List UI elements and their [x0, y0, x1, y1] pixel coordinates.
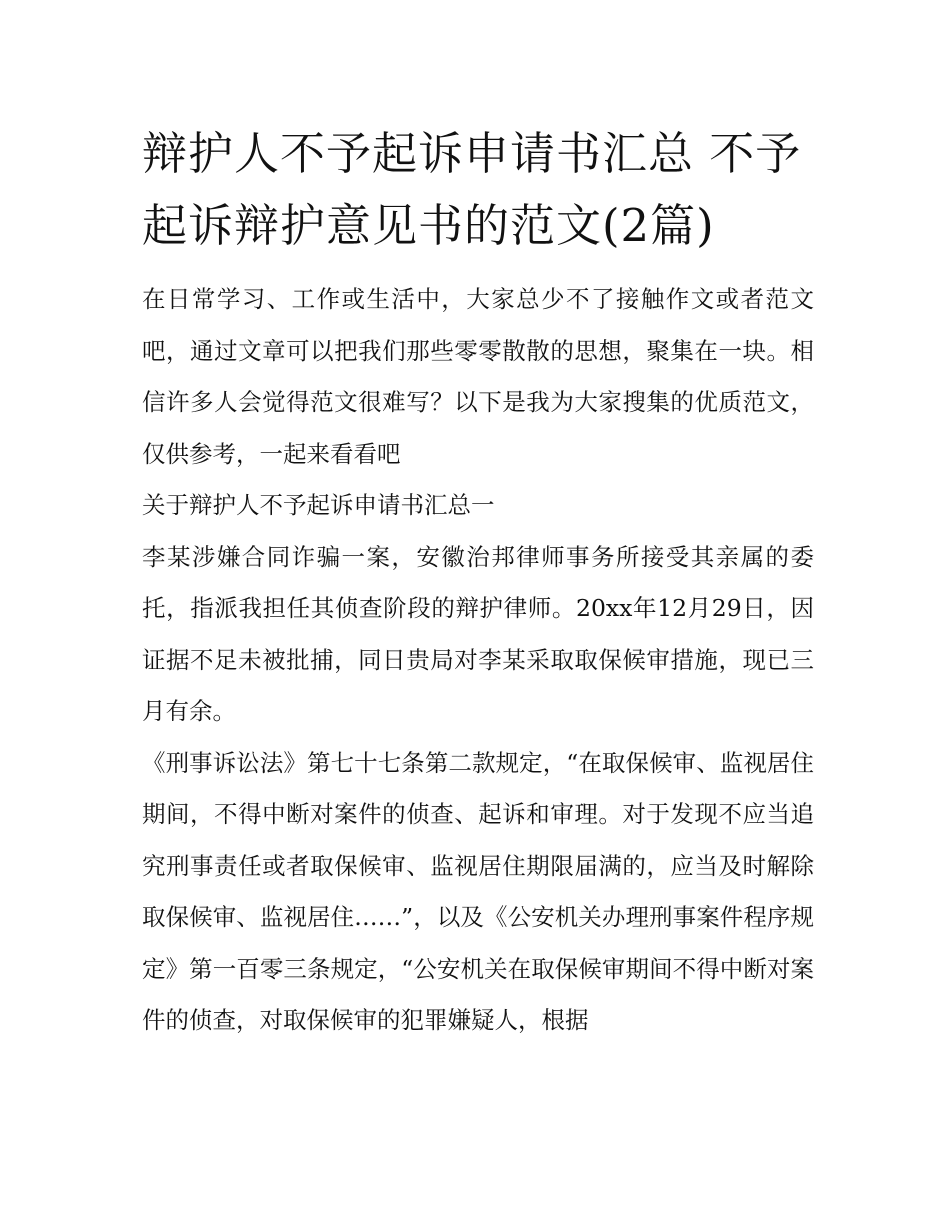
document-body: [142, 118, 814, 1047]
law-paragraph: 《刑事诉讼法》第七十七条第二款规定，“在取保候审、监视居住期间，不得中断对案件的侦查、起诉和审理。对于发现不应当追究刑事责任或者取保候审、监视居住期限届满的，应当及时解除取保候审、监视居住……”，以及《公安机关办理刑事案件程序规定》第一百零三条规定，“公安机关在取保候审期间不得中断对案件的侦查，对取保候审的犯罪嫌疑人，根据: [142, 748, 814, 1034]
case-paragraph: 李某涉嫌合同诈骗一案，安徽治邦律师事务所接受其亲属的委托，指派我担任其侦查阶段的辩护律师。20xx年12月29日，因证据不足未被批捕，同日贵局对李某采取取保候审措施，现已三月有余。: [142, 542, 814, 725]
document-title: 辩护人不予起诉申请书汇总 不予起诉辩护意见书的范文(2篇): [142, 127, 802, 252]
section-heading: 关于辩护人不予起诉申请书汇总一: [142, 491, 495, 519]
intro-paragraph: 在日常学习、工作或生活中，大家总少不了接触作文或者范文吧，通过文章可以把我们那些零零散散的思想，聚集在一块。相信许多人会觉得范文很难写？以下是我为大家搜集的优质范文，仅供参考，一起来看看吧: [142, 285, 814, 468]
